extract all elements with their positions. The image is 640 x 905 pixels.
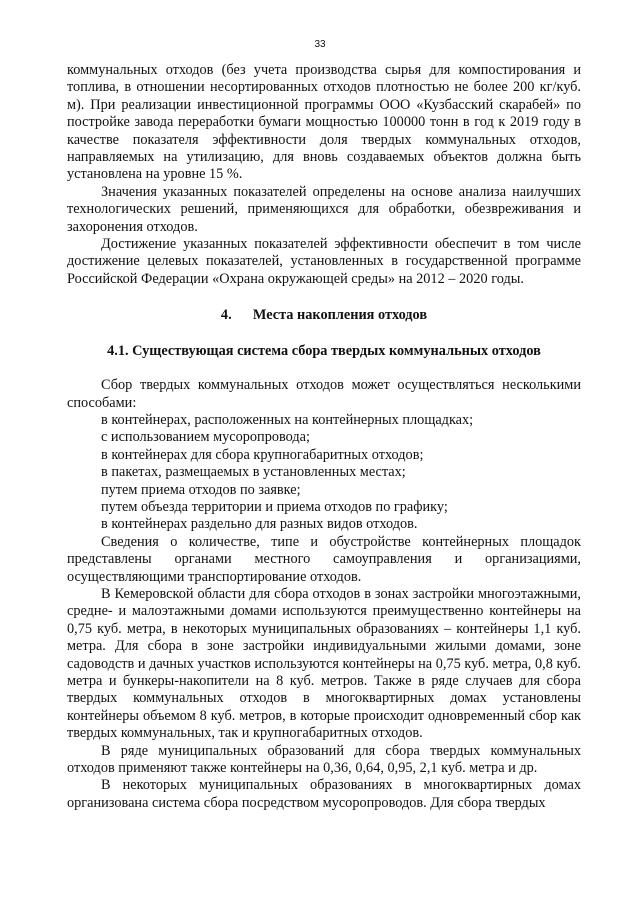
paragraph: В Кемеровской области для сбора отходов в зонах застройки многоэтажными, средне- и малоэтажными домами используются преимущественно контейнеры на 0,75 куб. метра, в некоторых муниципальных образованиях – контейнеры 1,1 куб. метра. Для сбора в зоне застройки индивидуальными жилыми домами, зоне садоводств и дачных участков используются контейнеры на 0,75 куб. метра, 0,8 куб. метра и бункеры-накопители на 8 куб. метров. Также в ряде случаев для сбора твердых коммунальных отходов в многоквартирных домах установлены контейнеры объемом 8 куб. метров, в которые происходит одновременный сбор как твердых коммунальных, так и крупногабаритных отходов. <box>67 585 581 742</box>
list-item: путем объезда территории и приема отходов по графику; <box>101 498 448 515</box>
list-item: путем приема отходов по заявке; <box>101 481 301 498</box>
list-item: в контейнерах для сбора крупногабаритных отходов; <box>101 446 424 463</box>
section-title: Места накопления отходов <box>252 307 428 324</box>
list-item: в контейнерах, расположенных на контейнерных площадках; <box>101 411 474 428</box>
paragraph: В ряде муниципальных образований для сбора твердых коммунальных отходов применяют также контейнеры на 0,36, 0,64, 0,95, 2,1 куб. метра и др. <box>67 742 581 777</box>
paragraph: Значения указанных показателей определены на основе анализа наилучших технологических решений, применяющихся для обработки, обезвреживания и захоронения отходов. <box>67 183 581 235</box>
paragraph: Достижение указанных показателей эффективности обеспечит в том числе достижение целевых показателей, установленных в государственной программе Российской Федерации «Охрана окружающей среды» на 2012 – 2020 годы. <box>67 236 581 287</box>
paragraph: Сведения о количестве, типе и обустройстве контейнерных площадок представлены органами местного самоуправления и организациями, осуществляющими транспортирование отходов. <box>67 533 581 585</box>
paragraph: Сбор твердых коммунальных отходов может осуществляться несколькими способами: <box>67 377 581 411</box>
list-item: с использованием мусоропровода; <box>101 429 310 446</box>
section-number: 4. <box>220 307 232 324</box>
page-number: 33 <box>314 39 326 50</box>
paragraph: В некоторых муниципальных образованиях в многоквартирных домах организована система сбора посредством мусоропроводов. Для сбора твердых <box>67 777 581 811</box>
list-item: в пакетах, размещаемых в установленных местах; <box>101 464 406 481</box>
section-heading <box>67 307 581 324</box>
document-body <box>67 62 581 812</box>
subsection-heading: 4.1. Существующая система сбора твердых коммунальных отходов <box>107 342 541 359</box>
collection-methods-list <box>67 412 581 534</box>
paragraph: коммунальных отходов (без учета производства сырья для компостирования и топлива, в отношении несортированных отходов плотностью не более 200 кг/куб. м). При реализации инвестиционной программы ООО «Кузбасский скарабей» по постройке завода переработки бумаги мощностью 100000 тонн в год к 2019 году в качестве показателя эффективности доля твердых коммунальных отходов, направляемых на утилизацию, для вновь создаваемых объектов должна быть установлена на уровне 15 %. <box>67 62 581 183</box>
list-item: в контейнерах раздельно для разных видов отходов. <box>101 516 418 533</box>
